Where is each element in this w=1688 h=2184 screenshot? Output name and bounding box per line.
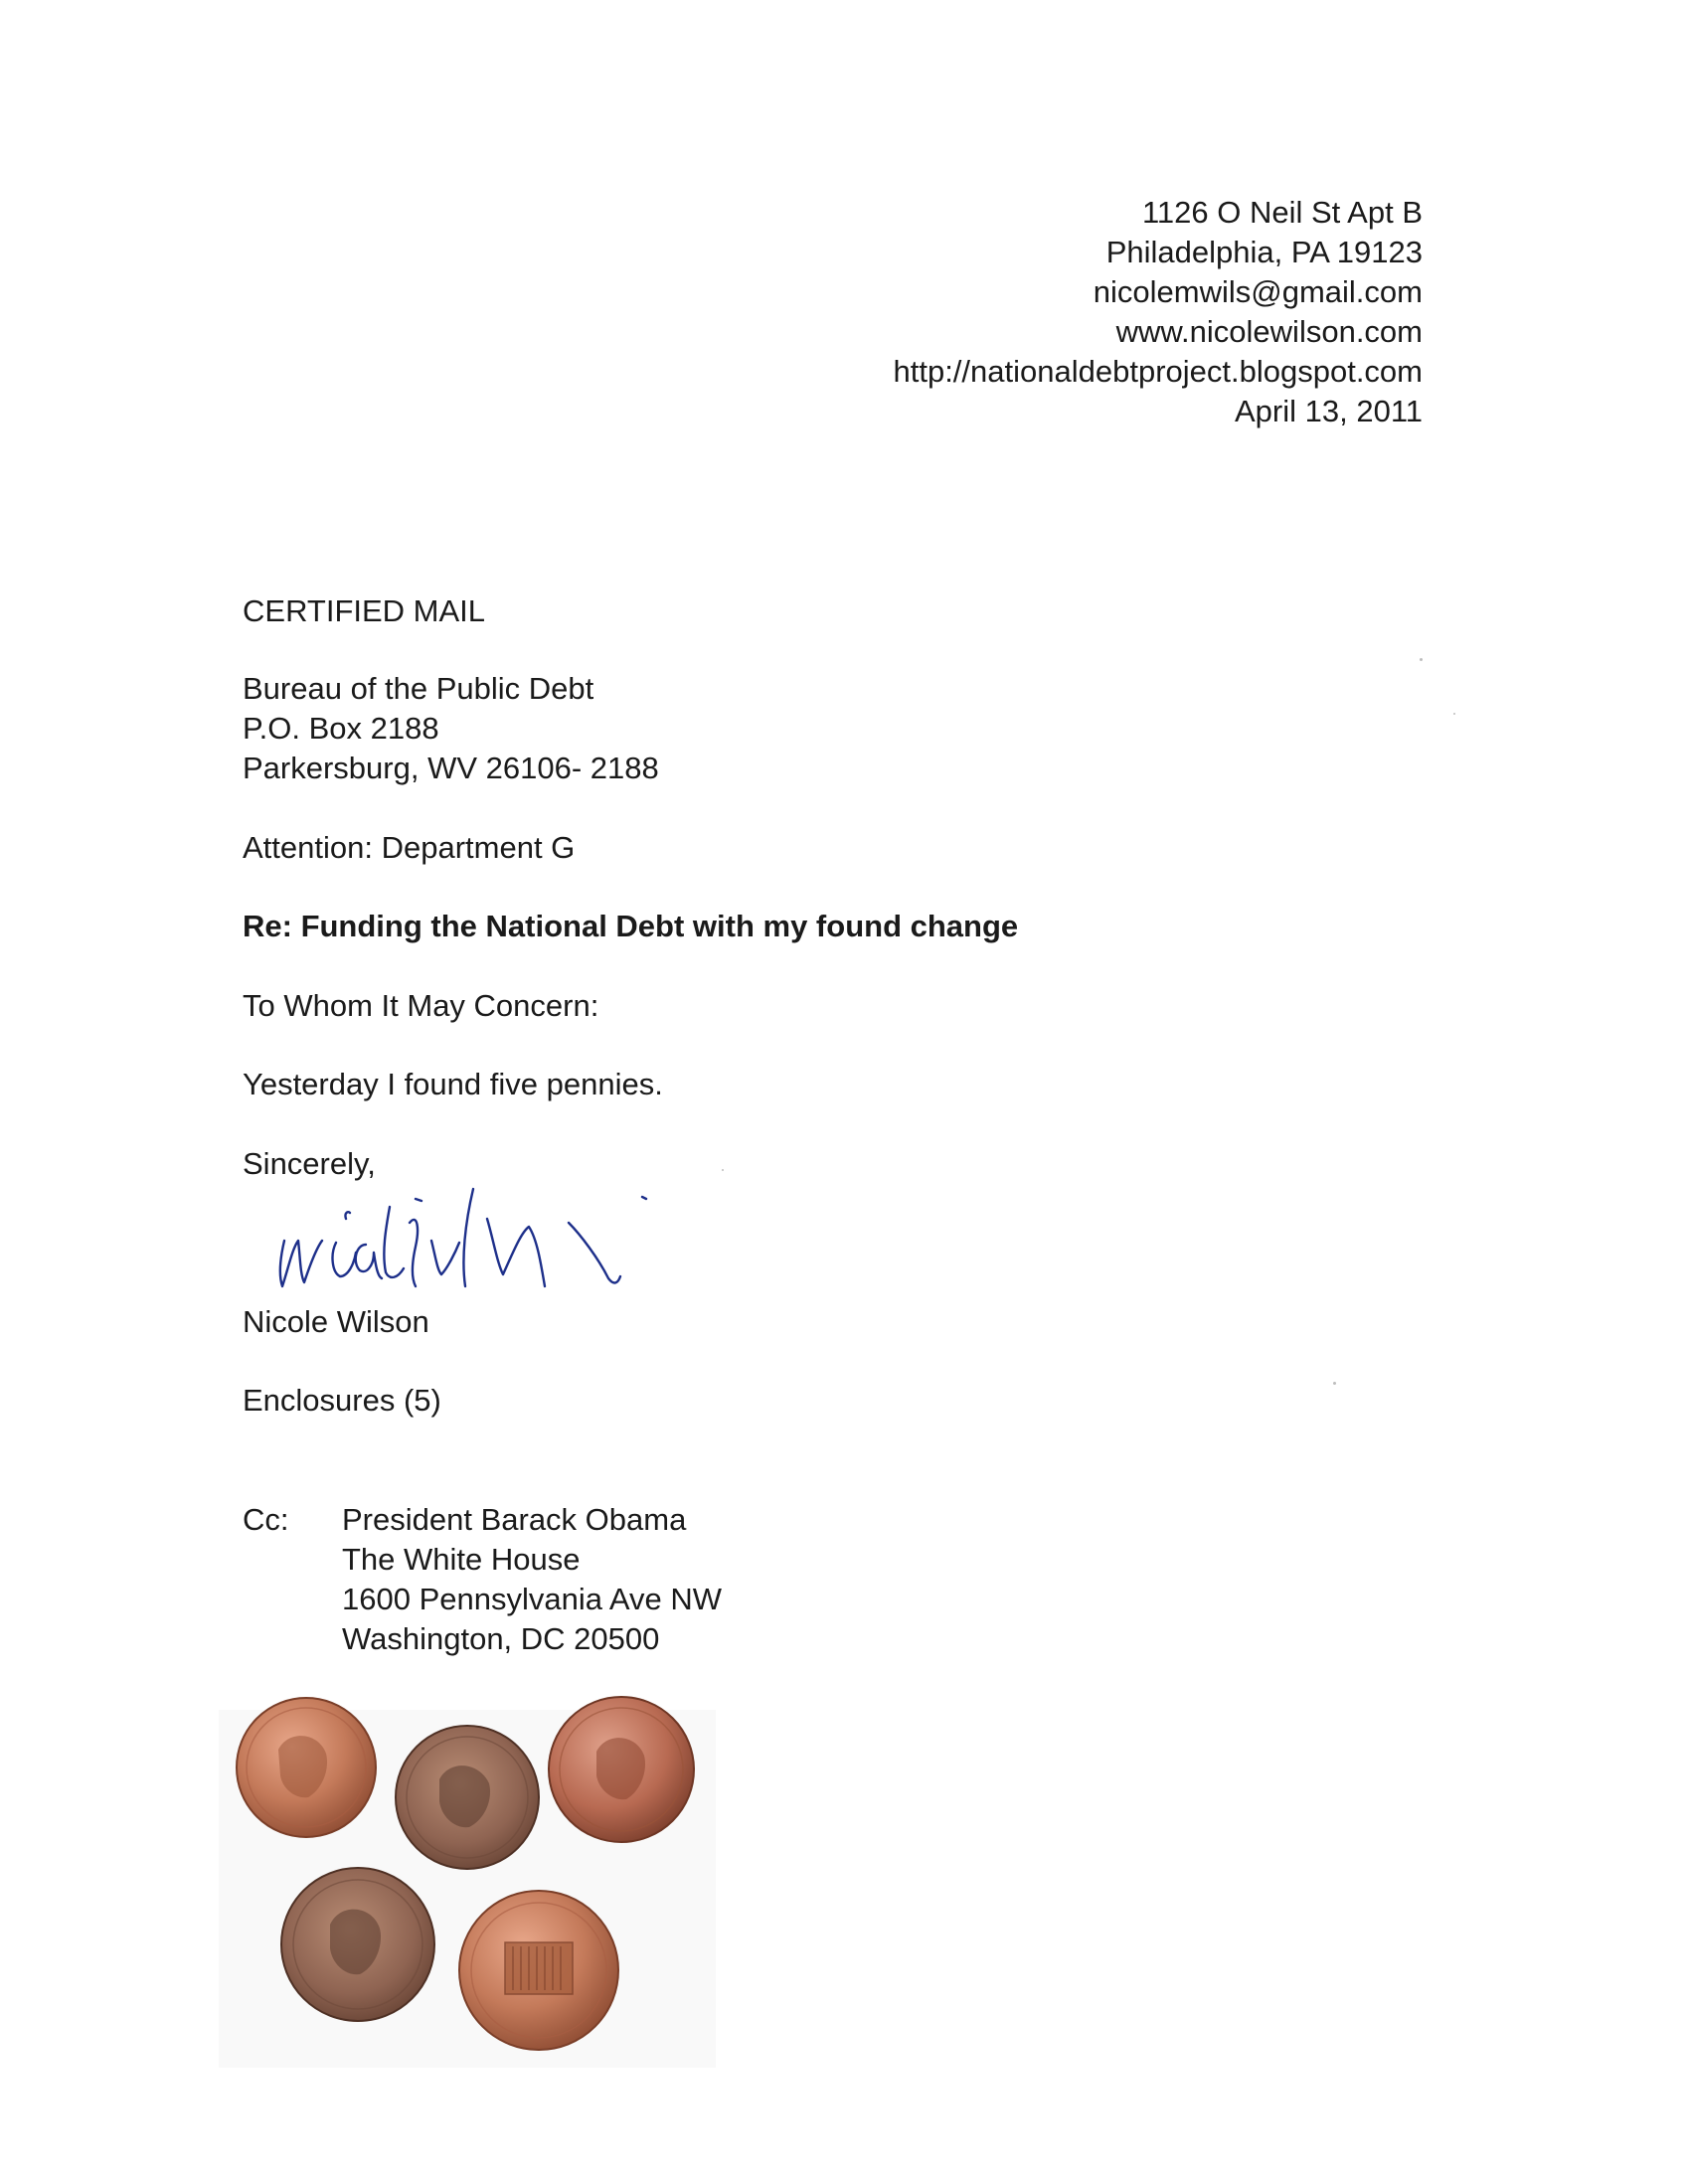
body-text: Yesterday I found five pennies. <box>243 1067 663 1101</box>
enclosures-note: Enclosures (5) <box>243 1383 441 1418</box>
cc-line: Washington, DC 20500 <box>342 1621 660 1656</box>
recipient-city: Parkersburg, WV 26106- 2188 <box>243 751 659 785</box>
cc-line: The White House <box>342 1542 581 1577</box>
sender-email: nicolemwils@gmail.com <box>1093 274 1423 309</box>
enclosed-pennies-image <box>219 1690 736 2078</box>
salutation: To Whom It May Concern: <box>243 988 599 1023</box>
attention-line: Attention: Department G <box>243 830 576 865</box>
cc-recipient-address <box>342 1500 722 1659</box>
sender-website: www.nicolewilson.com <box>1115 314 1423 349</box>
recipient-address-block <box>243 669 659 788</box>
subject-line: Re: Funding the National Debt with my found change <box>243 909 1019 943</box>
penny <box>396 1726 539 1869</box>
sender-street: 1126 O Neil St Apt B <box>1141 195 1423 230</box>
recipient-box: P.O. Box 2188 <box>243 711 439 746</box>
scan-speck <box>722 1169 724 1171</box>
penny <box>281 1868 434 2021</box>
closing: Sincerely, <box>243 1146 376 1181</box>
scan-speck <box>1420 658 1423 661</box>
sender-address-block <box>893 193 1423 431</box>
signer-name: Nicole Wilson <box>243 1304 429 1339</box>
sender-city: Philadelphia, PA 19123 <box>1105 235 1423 269</box>
cc-label: Cc: <box>243 1502 289 1537</box>
penny <box>237 1698 376 1837</box>
scan-speck <box>1453 713 1455 715</box>
cc-line: President Barack Obama <box>342 1502 687 1537</box>
cc-line: 1600 Pennsylvania Ave NW <box>342 1582 722 1616</box>
penny <box>459 1891 618 2050</box>
letter-date: April 13, 2011 <box>1235 394 1423 428</box>
mail-type: CERTIFIED MAIL <box>243 593 486 628</box>
penny <box>549 1697 694 1842</box>
scan-speck <box>1333 1382 1336 1385</box>
sender-blog: http://nationaldebtproject.blogspot.com <box>893 354 1423 389</box>
recipient-name: Bureau of the Public Debt <box>243 671 594 706</box>
